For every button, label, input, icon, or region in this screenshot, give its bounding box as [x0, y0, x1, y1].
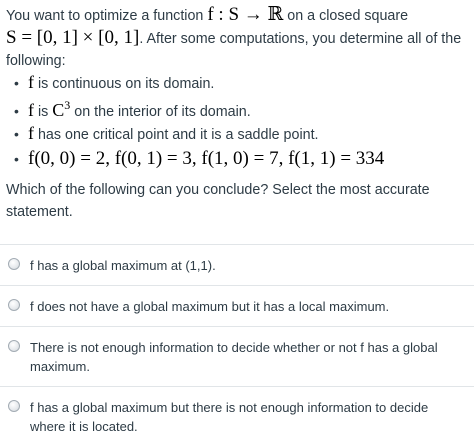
question-intro-suffix: on a closed square — [283, 8, 409, 24]
question-line-2 — [6, 27, 468, 50]
answer-option[interactable] — [0, 386, 474, 446]
condition-item — [14, 146, 468, 173]
bullet-icon: • — [14, 103, 19, 119]
class-superscript: 3 — [64, 98, 71, 112]
condition-text: has one critical point and it is a saddle point. — [34, 127, 319, 143]
answer-option[interactable] — [0, 285, 474, 326]
condition-item — [14, 72, 468, 95]
radio-button[interactable] — [8, 258, 20, 270]
question-intro: You want to optimize a function — [6, 8, 208, 24]
condition-math: f — [28, 123, 34, 143]
bullet-icon: • — [14, 151, 19, 167]
condition-item — [14, 95, 468, 123]
condition-text: is — [34, 104, 53, 120]
function-signature: f : S → ℝ — [207, 4, 284, 25]
answer-label: f has a global maximum but there is not enough information to decide where it is located. — [30, 400, 429, 434]
question-line-3-text: following: — [6, 53, 66, 69]
domain-definition: S = [0, 1] × [0, 1] — [6, 27, 140, 48]
question-line-3 — [6, 50, 468, 72]
conditions-list — [6, 72, 468, 173]
answer-label: f does not have a global maximum but it has a local maximum. — [30, 299, 390, 314]
answer-option[interactable] — [0, 326, 474, 386]
condition-math-class — [52, 100, 70, 120]
bullet-icon: • — [14, 126, 19, 142]
question-text — [6, 4, 468, 223]
condition-math: f — [28, 72, 34, 92]
answer-label: There is not enough information to decide whether or not f has a global maximum. — [30, 340, 438, 374]
question-line-2-text: . After some computations, you determine all of the — [139, 31, 462, 47]
condition-item — [14, 123, 468, 146]
question-prompt: Which of the following can you conclude? Select the most accurate statement. — [6, 182, 430, 220]
corner-values: f(0, 0) = 2, f(0, 1) = 3, f(1, 0) = 7, f(1, 1) = 334 — [28, 148, 385, 169]
condition-math: f — [28, 100, 34, 120]
bullet-icon: • — [14, 75, 19, 91]
answer-label: f has a global maximum at (1,1). — [30, 258, 216, 273]
condition-text: on the interior of its domain. — [70, 104, 251, 120]
class-letter: C — [52, 100, 65, 120]
radio-button[interactable] — [8, 400, 20, 412]
radio-button[interactable] — [8, 340, 20, 352]
radio-button[interactable] — [8, 299, 20, 311]
answer-options — [0, 244, 474, 446]
answer-option[interactable] — [0, 244, 474, 285]
question-line-1 — [6, 4, 468, 27]
condition-text: is continuous on its domain. — [34, 76, 215, 92]
